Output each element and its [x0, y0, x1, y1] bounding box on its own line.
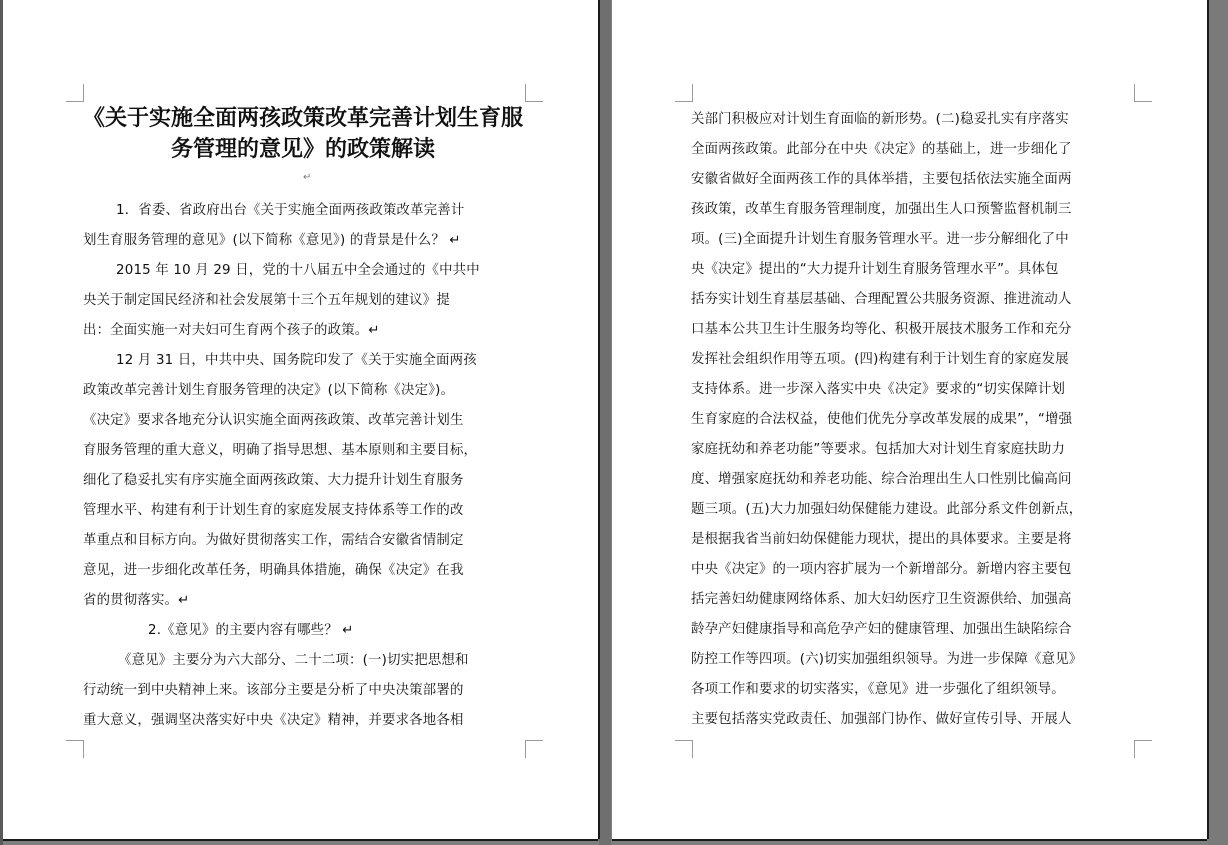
page-right[interactable] — [612, 0, 1207, 839]
text-line: 《决定》要求各地充分认识实施全面两孩政策、改革完善计划生 — [83, 413, 464, 428]
crop-mark-top-right — [525, 84, 543, 102]
text-line: 龄孕产妇健康指导和高危孕产妇的健康管理、加强出生缺陷综合 — [691, 622, 1072, 637]
text-line: 管理水平、构建有利于计划生育的家庭发展支持体系等工作的改 — [83, 503, 464, 518]
text-line: 家庭抚幼和养老功能”等要求。包括加大对计划生育家庭扶助力 — [691, 442, 1066, 457]
crop-mark-top-left — [66, 84, 84, 102]
text-line: 重大意义，强调坚决落实好中央《决定》精神，并要求各地各相 — [83, 713, 464, 728]
text-line: 安徽省做好全面两孩工作的具体举措，主要包括依法实施全面两 — [691, 172, 1072, 187]
text-line: 央《决定》提出的“大力提升计划生育服务管理水平”。具体包 — [691, 262, 1059, 277]
text-line: 《意见》主要分为六大部分、二十二项：(一)切实把思想和 — [118, 653, 469, 668]
crop-mark-bottom-left — [66, 740, 84, 758]
text-line: 括完善妇幼健康网络体系、加大妇幼医疗卫生资源供给、加强高 — [691, 592, 1072, 607]
text-line: 题三项。(五)大力加强妇幼保健能力建设。此部分系文件创新点， — [691, 502, 1083, 517]
text-line: 出：全面实施一对夫妇可生育两个孩子的政策。↵ — [83, 323, 380, 338]
text-line: 发挥社会组织作用等五项。(四)构建有利于计划生育的家庭发展 — [691, 352, 1069, 367]
text-line: 1．省委、省政府出台《关于实施全面两孩政策改革完善计 — [116, 203, 465, 218]
crop-mark-top-left — [675, 84, 693, 102]
text-line: 育服务管理的重大意义，明确了指导思想、基本原则和主要目标， — [83, 443, 478, 458]
text-line: 细化了稳妥扎实有序实施全面两孩政策、大力提升计划生育服务 — [83, 473, 464, 488]
paragraph-mark: ↵ — [303, 172, 312, 183]
page-gap — [599, 0, 611, 845]
page-left[interactable] — [3, 0, 598, 839]
text-line: 意见，进一步细化改革任务，明确具体措施，确保《决定》在我 — [83, 563, 464, 578]
right-margin-area — [1208, 0, 1228, 845]
crop-mark-bottom-left — [675, 740, 693, 758]
text-line: 革重点和目标方向。为做好贯彻落实工作，需结合安徽省情制定 — [83, 533, 464, 548]
text-line: 支持体系。进一步深入落实中央《决定》要求的“切实保障计划 — [691, 382, 1066, 397]
text-line: 行动统一到中央精神上来。该部分主要是分析了中央决策部署的 — [83, 683, 464, 698]
text-line: 孩政策，改革生育服务管理制度，加强出生人口预警监督机制三 — [691, 202, 1072, 217]
text-line: 12 月 31 日，中共中央、国务院印发了《关于实施全面两孩 — [116, 353, 477, 368]
text-line: 是根据我省当前妇幼保健能力现状，提出的具体要求。主要是将 — [691, 532, 1072, 547]
text-line: 2.《意见》的主要内容有哪些？ ↵ — [148, 623, 354, 638]
text-line: 各项工作和要求的切实落实，《意见》进一步强化了组织领导。 — [691, 682, 1065, 697]
text-line: 全面两孩政策。此部分在中央《决定》的基础上，进一步细化了 — [691, 142, 1072, 157]
text-line: 项。(三)全面提升计划生育服务管理水平。进一步分解细化了中 — [691, 232, 1069, 247]
text-line: 生育家庭的合法权益，使他们优先分享改革发展的成果”，“增强 — [691, 412, 1073, 427]
crop-mark-bottom-right — [1134, 740, 1152, 758]
text-line: 政策改革完善计划生育服务管理的决定》(以下简称《决定》)。 — [83, 383, 455, 398]
text-line: 度、增强家庭抚幼和养老功能、综合治理出生人口性别比偏高问 — [691, 472, 1072, 487]
text-line: 括夯实计划生育基层基础、合理配置公共服务资源、推进流动人 — [691, 292, 1072, 307]
text-line: 口基本公共卫生计生服务均等化、积极开展技术服务工作和充分 — [691, 322, 1072, 337]
crop-mark-top-right — [1134, 84, 1152, 102]
text-line: 关部门积极应对计划生育面临的新形势。(二)稳妥扎实有序落实 — [691, 112, 1069, 127]
text-line: 中央《决定》的一项内容扩展为一个新增部分。新增内容主要包 — [691, 562, 1072, 577]
document-title-line-1: 《关于实施全面两孩政策改革完善计划生育服 — [82, 105, 523, 131]
text-line: 划生育服务管理的意见》(以下简称《意见》) 的背景是什么？ ↵ — [83, 233, 461, 248]
text-line: 2015 年 10 月 29 日，党的十八届五中全会通过的《中共中 — [116, 263, 480, 278]
document-title-line-2: 务管理的意见》的政策解读 — [170, 136, 435, 162]
crop-mark-bottom-right — [525, 740, 543, 758]
text-line: 央关于制定国民经济和社会发展第十三个五年规划的建议》提 — [83, 293, 450, 308]
text-line: 省的贯彻落实。↵ — [83, 593, 190, 608]
text-line: 主要包括落实党政责任、加强部门协作、做好宣传引导、开展人 — [691, 712, 1072, 727]
text-line: 防控工作等四项。(六)切实加强组织领导。为进一步保障《意见》 — [691, 652, 1083, 667]
